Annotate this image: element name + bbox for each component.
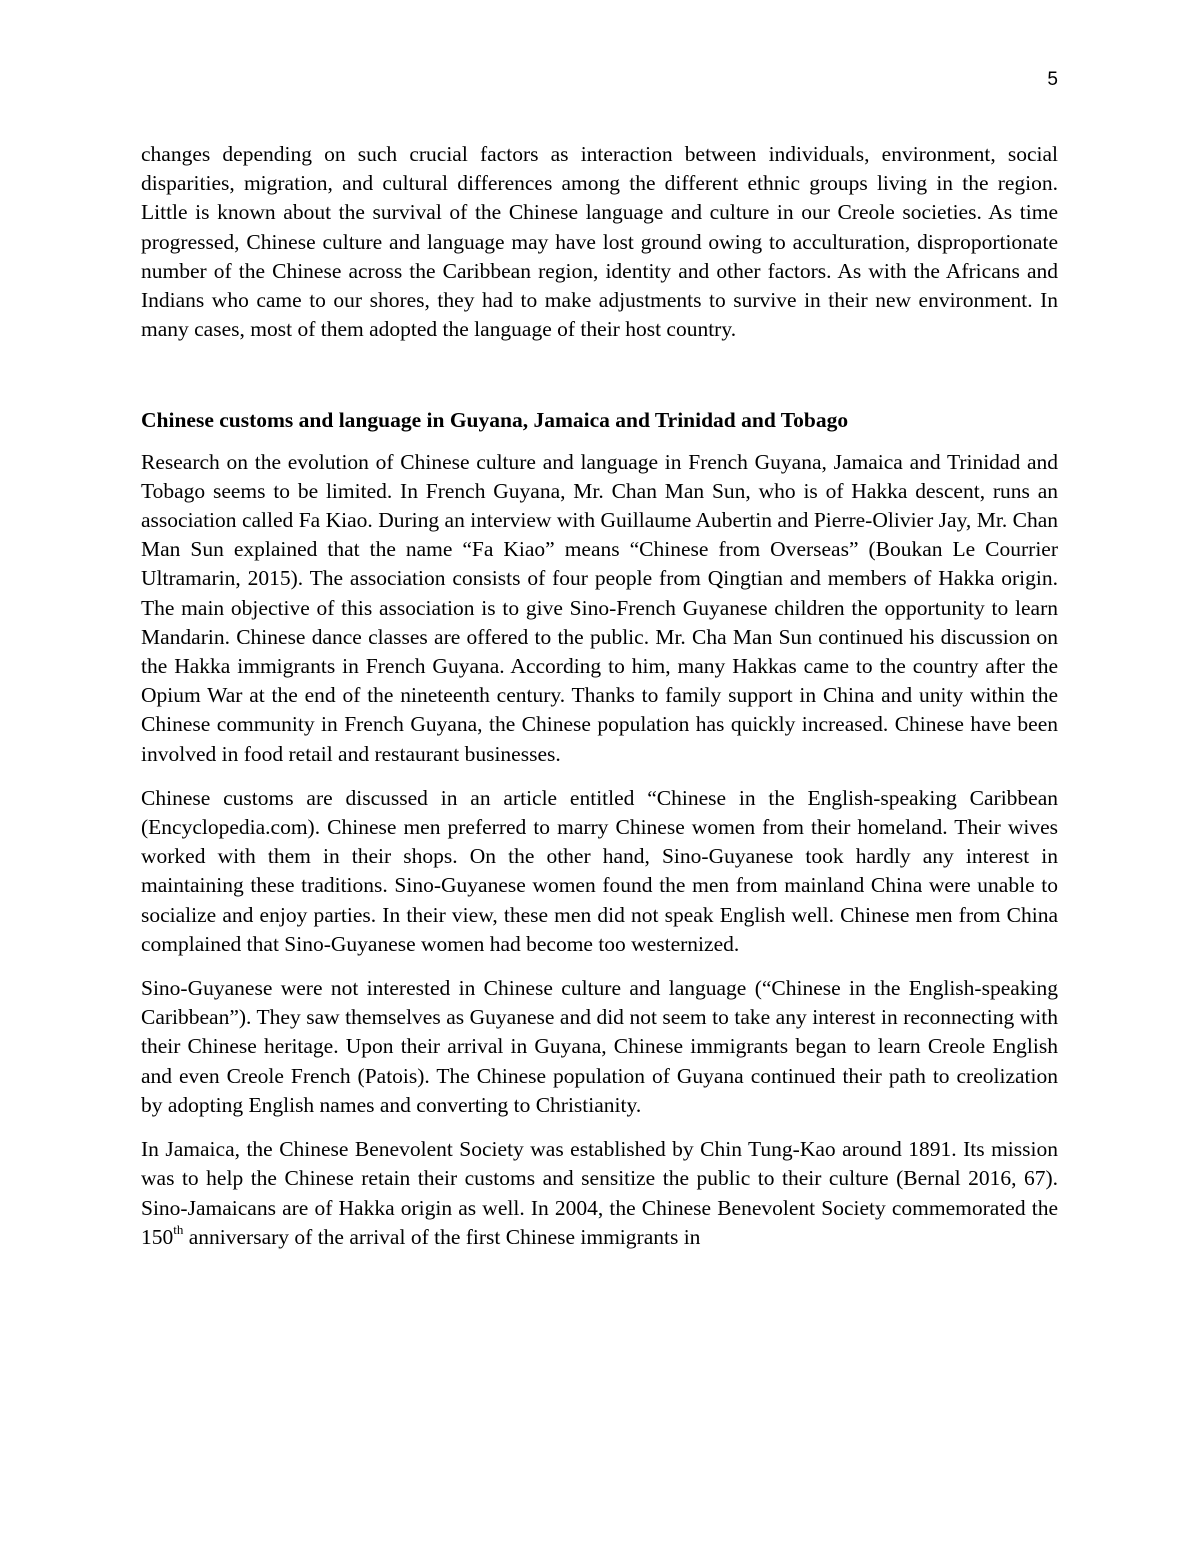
paragraph-jamaica-text-a: In Jamaica, the Chinese Benevolent Society was established by Chin Tung-Kao around 1891. Its mission was to help the Chinese retain their customs and sensitize the public to their culture (Bernal 2016, 67). Sino-Jamaicans are of Hakka origin as well. In 2004, the Chinese Benevolent Society commemorated the 150: [141, 1137, 1058, 1249]
paragraph-sino-guyanese: Sino-Guyanese were not interested in Chinese culture and language (“Chinese in the English-speaking Caribbean”). They saw themselves as Guyanese and did not seem to take any interest in reconnecting with their Chinese heritage. Upon their arrival in Guyana, Chinese immigrants began to learn Creole English and even Creole French (Patois). The Chinese population of Guyana continued their path to creolization by adopting English names and converting to Christianity.: [141, 976, 1058, 1117]
page-number: 5: [1047, 69, 1058, 90]
ordinal-superscript: th: [173, 1221, 184, 1237]
paragraph-chinese-customs: Chinese customs are discussed in an article entitled “Chinese in the English-speaking Caribbean (Encyclopedia.com). Chinese men preferred to marry Chinese women from their homeland. Their wives worked with them in their shops. On the other hand, Sino-Guyanese took hardly any interest in maintaining these traditions. Sino-Guyanese women found the men from mainland China were unable to socialize and enjoy parties. In their view, these men did not speak English well. Chinese men from China complained that Sino-Guyanese women had become too westernized.: [141, 785, 1058, 956]
document-body: [141, 140, 1058, 1267]
paragraph-french-guyana: Research on the evolution of Chinese culture and language in French Guyana, Jamaica and Trinidad and Tobago seems to be limited. In French Guyana, Mr. Chan Man Sun, who is of Hakka descent, runs an association called Fa Kiao. During an interview with Guillaume Aubertin and Pierre-Olivier Jay, Mr. Chan Man Sun explained that the name “Fa Kiao” means “Chinese from Overseas” (Boukan Le Courrier Ultramarin, 2015). The association consists of four people from Qingtian and members of Hakka origin. The main objective of this association is to give Sino-French Guyanese children the opportunity to learn Mandarin. Chinese dance classes are offered to the public. Mr. Cha Man Sun continued his discussion on the Hakka immigrants in French Guyana. According to him, many Hakkas came to the country after the Opium War at the end of the nineteenth century. Thanks to family support in China and unity within the Chinese community in French Guyana, the Chinese population has quickly increased. Chinese have been involved in food retail and restaurant businesses.: [141, 449, 1058, 766]
paragraph-jamaica: [141, 1135, 1058, 1252]
paragraph-jamaica-text-b: anniversary of the arrival of the first Chinese immigrants in: [183, 1224, 701, 1249]
paragraph-intro: changes depending on such crucial factors as interaction between individuals, environment, social disparities, migration, and cultural differences among the different ethnic groups living in the region. Little is known about the survival of the Chinese language and culture in our Creole societies. As time progressed, Chinese culture and language may have lost ground owing to acculturation, disproportionate number of the Chinese across the Caribbean region, identity and other factors. As with the Africans and Indians who came to our shores, they had to make adjustments to survive in their new environment. In many cases, most of them adopted the language of their host country.: [141, 142, 1058, 342]
section-heading: Chinese customs and language in Guyana, Jamaica and Trinidad and Tobago: [141, 408, 849, 433]
